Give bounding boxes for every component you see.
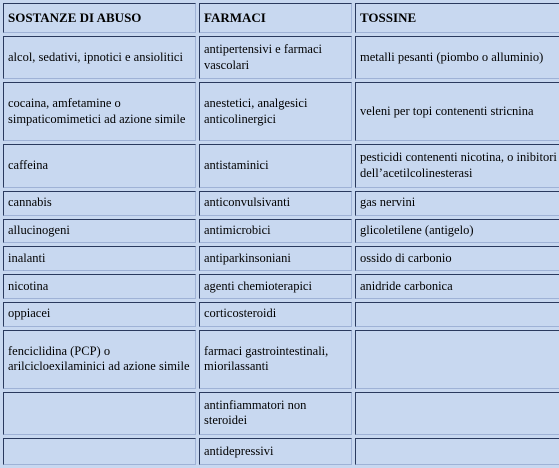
table-cell: farmaci gastrointestinali, miorilassanti [199, 330, 352, 389]
table-cell: nicotina [3, 274, 196, 299]
table-cell: metalli pesanti (piombo o alluminio) [355, 36, 559, 79]
table-row [3, 82, 559, 141]
table-cell [355, 330, 559, 389]
table-row [3, 438, 559, 465]
table-row [3, 392, 559, 435]
table-cell: cocaina, amfetamine o simpaticomimetici ad azione simile [3, 82, 196, 141]
table-cell: oppiacei [3, 302, 196, 327]
table-cell [3, 438, 196, 465]
table-cell: inalanti [3, 246, 196, 271]
table-cell: antistaminici [199, 144, 352, 187]
table-cell [3, 392, 196, 435]
table-cell: cannabis [3, 191, 196, 216]
table-cell: antiparkinsoniani [199, 246, 352, 271]
table-cell: anestetici, analgesici anticolinergici [199, 82, 352, 141]
table-cell: antidepressivi [199, 438, 352, 465]
table-cell: agenti chemioterapici [199, 274, 352, 299]
table-cell: gas nervini [355, 191, 559, 216]
table-cell: antinfiammatori non steroidei [199, 392, 352, 435]
table-row [3, 274, 559, 299]
table-row [3, 246, 559, 271]
table-row [3, 191, 559, 216]
table-cell: antipertensivi e farmaci vascolari [199, 36, 352, 79]
header-sostanze-di-abuso: SOSTANZE DI ABUSO [3, 3, 196, 33]
table-row [3, 302, 559, 327]
table-cell: caffeina [3, 144, 196, 187]
table-cell: veleni per topi contenenti stricnina [355, 82, 559, 141]
table-cell: anidride carbonica [355, 274, 559, 299]
table-cell [355, 302, 559, 327]
table-row [3, 144, 559, 187]
table-cell: pesticidi contenenti nicotina, o inibitori dell’acetilcolinesterasi [355, 144, 559, 187]
table-row [3, 330, 559, 389]
table-header-row [3, 3, 559, 33]
table-cell: alcol, sedativi, ipnotici e ansiolitici [3, 36, 196, 79]
table-cell: corticosteroidi [199, 302, 352, 327]
table-row [3, 219, 559, 244]
table-cell: allucinogeni [3, 219, 196, 244]
table-cell: antimicrobici [199, 219, 352, 244]
header-farmaci: FARMACI [199, 3, 352, 33]
table-cell [355, 438, 559, 465]
table-cell: fenciclidina (PCP) o arilcicloexilaminici ad azione simile [3, 330, 196, 389]
table-cell: ossido di carbonio [355, 246, 559, 271]
table-cell [355, 392, 559, 435]
table-cell: anticonvulsivanti [199, 191, 352, 216]
header-tossine: TOSSINE [355, 3, 559, 33]
table-cell: glicoletilene (antigelo) [355, 219, 559, 244]
table-row [3, 36, 559, 79]
